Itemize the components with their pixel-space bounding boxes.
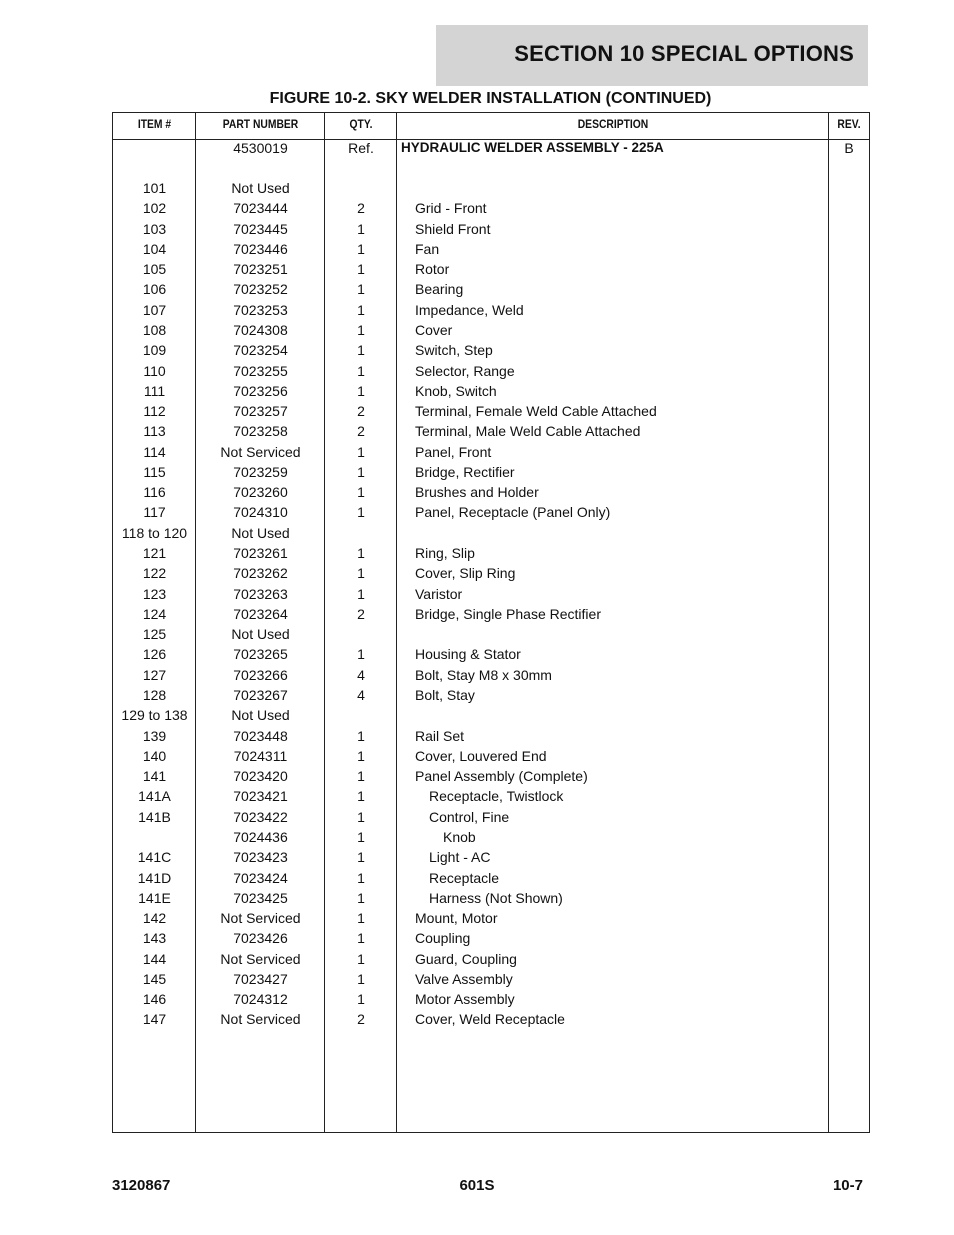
- table-row: [113, 868, 869, 888]
- description-cell: Control, Fine: [429, 808, 510, 825]
- item-cell: 143: [142, 930, 167, 947]
- table-row: [113, 320, 869, 340]
- description-cell: Cover: [415, 321, 453, 338]
- table-row: [113, 462, 869, 482]
- description-cell: Bolt, Stay M8 x 30mm: [415, 666, 552, 683]
- part-number-cell: 7023256: [233, 382, 288, 399]
- part-number-cell: 7024311: [233, 747, 288, 764]
- qty-cell: 1: [357, 930, 365, 947]
- part-number-cell: 7024308: [233, 321, 288, 338]
- item-cell: 121: [142, 545, 167, 562]
- part-number-cell: 7023259: [233, 463, 288, 480]
- description-cell: Impedance, Weld: [415, 301, 524, 318]
- table-row: [113, 361, 869, 381]
- item-cell: 141: [142, 768, 167, 785]
- assembly-row: [113, 138, 869, 158]
- part-number-cell: 7023422: [233, 808, 288, 825]
- qty-cell: 1: [357, 950, 365, 967]
- part-number-cell: 7023255: [233, 362, 288, 379]
- part-number-cell: 7023264: [233, 605, 288, 622]
- item-cell: 116: [143, 484, 166, 501]
- part-number-cell: 7023257: [233, 403, 288, 420]
- description-cell: Terminal, Female Weld Cable Attached: [415, 403, 657, 420]
- table-row: [113, 624, 869, 644]
- description-cell: Panel, Front: [415, 443, 492, 460]
- description-cell: Bearing: [415, 281, 464, 298]
- description-cell: Bridge, Single Phase Rectifier: [415, 605, 601, 622]
- item-cell: 111: [143, 382, 166, 399]
- qty-cell: 2: [357, 1011, 365, 1028]
- table-row: [113, 685, 869, 705]
- part-number-cell: Not Used: [231, 524, 290, 541]
- table-row: [113, 726, 869, 746]
- table-row: [113, 198, 869, 218]
- description-cell: Rotor: [415, 261, 450, 278]
- qty-cell: 1: [357, 585, 365, 602]
- item-cell: 101: [142, 180, 167, 196]
- description-cell: Mount, Motor: [415, 910, 498, 927]
- qty-cell: 1: [357, 828, 365, 845]
- part-number-cell: 7023421: [233, 788, 288, 805]
- description-cell: Cover, Weld Receptacle: [415, 1011, 565, 1028]
- qty-cell: 1: [357, 504, 365, 521]
- part-number-cell: 7023258: [233, 423, 288, 440]
- table-row: [113, 381, 869, 401]
- part-number-cell: 7023423: [233, 849, 288, 866]
- section-header-box: [436, 25, 868, 86]
- description-cell: Selector, Range: [415, 362, 515, 379]
- qty-cell: 1: [357, 362, 365, 379]
- description-cell: Valve Assembly: [415, 970, 513, 987]
- table-row: [113, 340, 869, 360]
- qty-cell: 1: [357, 768, 365, 785]
- qty-cell: 1: [357, 747, 365, 764]
- header-description: DESCRIPTION: [577, 117, 649, 131]
- qty-cell: 2: [357, 605, 365, 622]
- description-cell: Harness (Not Shown): [429, 889, 563, 906]
- item-cell: 117: [143, 504, 166, 521]
- qty-cell: 1: [357, 646, 365, 663]
- description-cell: Terminal, Male Weld Cable Attached: [415, 423, 641, 440]
- part-number-cell: Not Serviced: [220, 950, 301, 967]
- description-cell: Panel, Receptacle (Panel Only): [415, 504, 611, 521]
- part-number-cell: 7023424: [233, 869, 288, 886]
- description-cell: Guard, Coupling: [415, 950, 517, 967]
- header-qty: QTY.: [349, 117, 373, 131]
- table-row: [113, 259, 869, 279]
- header-part-number: PART NUMBER: [222, 117, 299, 131]
- table-row: [113, 989, 869, 1009]
- table-row: [113, 502, 869, 522]
- qty-cell: 1: [357, 342, 365, 359]
- item-cell: 147: [142, 1011, 167, 1028]
- item-cell: 139: [142, 727, 167, 744]
- table-row: [113, 543, 869, 563]
- item-cell: 140: [142, 747, 167, 764]
- qty-cell: 1: [357, 788, 365, 805]
- part-number-cell: Not Serviced: [220, 1011, 301, 1028]
- part-number-cell: 7023445: [233, 220, 288, 237]
- part-number-cell: 7023444: [233, 200, 288, 217]
- item-cell: 142: [142, 910, 167, 927]
- table-row: [113, 604, 869, 624]
- table-row: [113, 847, 869, 867]
- item-cell: 104: [142, 240, 167, 257]
- description-cell: Fan: [415, 240, 440, 257]
- description-cell: Receptacle: [429, 869, 500, 886]
- table-row: [113, 786, 869, 806]
- description-cell: HYDRAULIC WELDER ASSEMBLY - 225A: [401, 140, 664, 155]
- part-number-cell: 7024312: [233, 991, 288, 1008]
- part-number-cell: 7023251: [233, 261, 288, 278]
- item-cell: 141A: [138, 788, 171, 805]
- table-row: [113, 523, 869, 543]
- item-cell: 146: [142, 991, 167, 1008]
- item-cell: 109: [142, 342, 167, 359]
- part-number-cell: 7023267: [233, 687, 288, 703]
- description-cell: Motor Assembly: [415, 991, 515, 1008]
- item-cell: 122: [142, 565, 167, 582]
- qty-cell: 1: [357, 869, 365, 886]
- table-row: [113, 644, 869, 664]
- item-cell: 105: [142, 261, 167, 278]
- qty-cell: 1: [357, 889, 365, 906]
- part-number-cell: Not Used: [231, 180, 290, 196]
- table-row: [113, 178, 869, 198]
- qty-cell: 4: [357, 666, 365, 683]
- part-number-cell: Not Serviced: [220, 443, 301, 460]
- qty-cell: 2: [357, 423, 365, 440]
- qty-cell: 1: [357, 565, 365, 582]
- item-cell: 128: [142, 687, 167, 703]
- table-row: [113, 584, 869, 604]
- qty-cell: 1: [357, 281, 365, 298]
- qty-cell: 1: [357, 220, 365, 237]
- table-row: [113, 442, 869, 462]
- description-cell: Light - AC: [429, 849, 491, 866]
- description-cell: Bridge, Rectifier: [415, 463, 515, 480]
- item-cell: 141C: [137, 849, 172, 866]
- table-row: [113, 705, 869, 725]
- part-number-cell: 7023260: [233, 484, 288, 501]
- part-number-cell: 7023446: [233, 240, 288, 257]
- item-cell: 126: [142, 646, 167, 663]
- item-cell: 127: [142, 666, 167, 683]
- description-cell: Varistor: [415, 585, 463, 602]
- description-cell: Knob: [443, 828, 476, 845]
- part-number-cell: 7023266: [233, 666, 288, 683]
- table-row: [113, 949, 869, 969]
- part-number-cell: 7023263: [233, 585, 288, 602]
- item-cell: 114: [143, 443, 166, 460]
- footer-model: 601S: [459, 1177, 495, 1194]
- table-row: [113, 219, 869, 239]
- part-number-cell: 4530019: [233, 140, 288, 156]
- qty-cell: 1: [357, 463, 365, 480]
- item-cell: 141D: [137, 869, 172, 886]
- description-cell: Panel Assembly (Complete): [415, 768, 588, 785]
- description-cell: Cover, Slip Ring: [415, 565, 516, 582]
- qty-cell: 1: [357, 970, 365, 987]
- part-number-cell: 7023254: [233, 342, 288, 359]
- table-row: [113, 807, 869, 827]
- description-cell: Switch, Step: [415, 342, 493, 359]
- table-row: [113, 888, 869, 908]
- qty-cell: 1: [357, 382, 365, 399]
- qty-cell: 1: [357, 443, 365, 460]
- item-cell: 112: [143, 403, 166, 420]
- part-number-cell: 7024310: [233, 504, 288, 521]
- table-row: [113, 279, 869, 299]
- table-row: [113, 969, 869, 989]
- qty-cell: 1: [357, 849, 365, 866]
- item-cell: 107: [142, 301, 167, 318]
- description-cell: Coupling: [415, 930, 471, 947]
- footer-page-number: 10-7: [832, 1177, 863, 1194]
- part-number-cell: 7023420: [233, 768, 288, 785]
- item-cell: 125: [142, 626, 167, 643]
- item-cell: 102: [142, 200, 167, 217]
- qty-cell: 4: [357, 687, 365, 703]
- description-cell: Brushes and Holder: [415, 484, 539, 501]
- table-row: [113, 665, 869, 685]
- description-cell: Bolt, Stay: [415, 687, 475, 703]
- description-cell: Grid - Front: [415, 200, 487, 217]
- item-cell: 110: [143, 362, 166, 379]
- table-row: [113, 827, 869, 847]
- item-cell: 144: [142, 950, 167, 967]
- table-row: [113, 563, 869, 583]
- part-number-cell: 7023425: [233, 889, 288, 906]
- part-number-cell: Not Used: [231, 707, 290, 724]
- table-row: [113, 746, 869, 766]
- table-row: [113, 928, 869, 948]
- part-number-cell: 7023252: [233, 281, 288, 298]
- qty-cell: 1: [357, 910, 365, 927]
- part-number-cell: 7023426: [233, 930, 288, 947]
- qty-cell: 1: [357, 484, 365, 501]
- item-cell: 141E: [138, 889, 171, 906]
- item-cell: 118 to 120: [121, 524, 188, 541]
- parts-table: [112, 112, 870, 1133]
- table-row: [113, 766, 869, 786]
- description-cell: Cover, Louvered End: [415, 747, 547, 764]
- qty-cell: 1: [357, 545, 365, 562]
- rev-cell: B: [844, 140, 854, 156]
- table-row: [113, 421, 869, 441]
- item-cell: 113: [143, 423, 166, 440]
- table-row: [113, 300, 869, 320]
- footer-document-number: 3120867: [112, 1177, 171, 1194]
- part-number-cell: 7023265: [233, 646, 288, 663]
- part-number-cell: 7023253: [233, 301, 288, 318]
- qty-cell: 1: [357, 321, 365, 338]
- qty-cell: Ref.: [348, 140, 374, 156]
- header-rev: REV.: [837, 117, 861, 131]
- item-cell: 103: [142, 220, 167, 237]
- qty-cell: 2: [357, 403, 365, 420]
- table-row: [113, 908, 869, 928]
- description-cell: Housing & Stator: [415, 646, 521, 663]
- description-cell: Rail Set: [415, 727, 465, 744]
- figure-title: FIGURE 10-2. SKY WELDER INSTALLATION (CONTINUED): [269, 90, 712, 107]
- description-cell: Knob, Switch: [415, 382, 497, 399]
- part-number-cell: 7023262: [233, 565, 288, 582]
- item-cell: 115: [143, 463, 166, 480]
- header-item: ITEM #: [137, 117, 172, 131]
- qty-cell: 1: [357, 991, 365, 1008]
- table-row: [113, 1009, 869, 1029]
- part-number-cell: 7023448: [233, 727, 288, 744]
- qty-cell: 1: [357, 727, 365, 744]
- qty-cell: 1: [357, 240, 365, 257]
- item-cell: 123: [142, 585, 167, 602]
- description-cell: Ring, Slip: [415, 545, 475, 562]
- item-cell: 141B: [138, 808, 171, 825]
- description-cell: Shield Front: [415, 220, 491, 237]
- qty-cell: 1: [357, 261, 365, 278]
- item-cell: 129 to 138: [121, 707, 188, 724]
- part-number-cell: 7023261: [233, 545, 288, 562]
- item-cell: 106: [142, 281, 167, 298]
- item-cell: 124: [142, 605, 167, 622]
- section-title: SECTION 10 SPECIAL OPTIONS: [514, 41, 854, 66]
- qty-cell: 1: [357, 301, 365, 318]
- table-row: [113, 239, 869, 259]
- table-row: [113, 401, 869, 421]
- part-number-cell: 7024436: [233, 828, 288, 845]
- qty-cell: 1: [357, 808, 365, 825]
- qty-cell: 2: [357, 200, 365, 217]
- description-cell: Receptacle, Twistlock: [429, 788, 564, 805]
- part-number-cell: Not Serviced: [220, 910, 301, 927]
- part-number-cell: 7023427: [233, 970, 288, 987]
- item-cell: 108: [142, 321, 167, 338]
- table-row: [113, 482, 869, 502]
- part-number-cell: Not Used: [231, 626, 290, 643]
- item-cell: 145: [142, 970, 167, 987]
